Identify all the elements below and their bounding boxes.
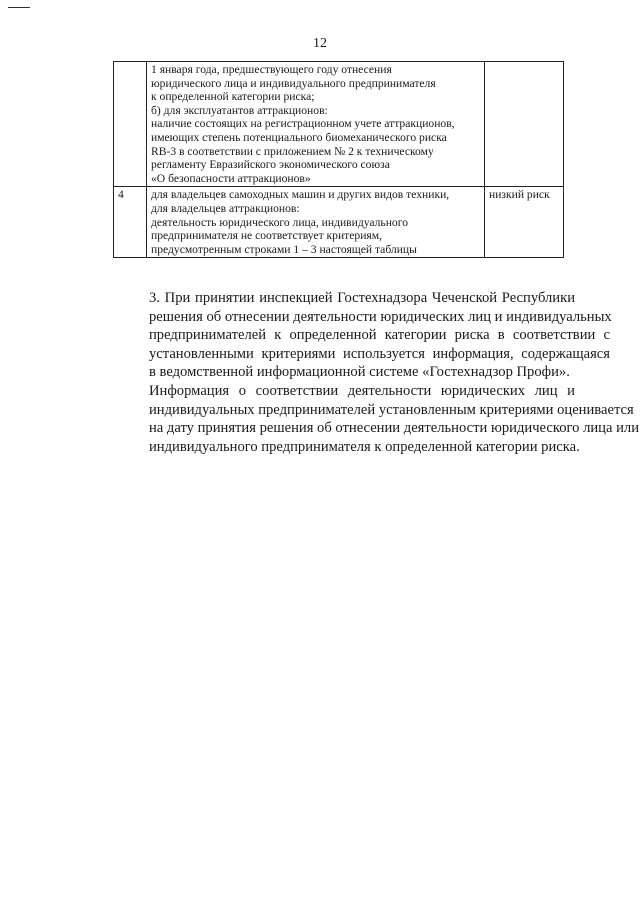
paragraph [114,382,640,456]
risk-category-cell: низкий риск [485,187,564,258]
criteria-line: наличие состоящих на регистрационном учете аттракционов, [151,117,455,131]
paragraph-line: индивидуальных предпринимателей установленным критериями оценивается [149,401,634,418]
criteria-line: 1 января года, предшествующего году отнесения [151,63,392,76]
table-row [114,62,564,187]
paragraph-line: 3. При принятии инспекцией Гостехнадзора Чеченской Республики [149,290,575,306]
criteria-cell [147,187,485,258]
criteria-line: «О безопасности аттракционов» [151,171,311,185]
criteria-line: предпринимателя не соответствует критериям, [151,229,382,243]
criteria-line: предусмотренным строками 1 – 3 настоящей таблицы [151,242,417,256]
table-row [114,187,564,258]
body-text [114,289,640,456]
paragraph-line: индивидуального предпринимателя к определенной категории риска. [149,438,580,455]
paragraph-line: установленными критериями используется информация, содержащаяся [149,345,610,362]
criteria-line: имеющих степень потенциального биомеханического риска [151,130,447,144]
criteria-line: для владельцев самоходных машин и других видов техники, [151,188,450,202]
row-number-cell [114,62,147,187]
criteria-line: для владельцев аттракционов: [151,201,300,215]
criteria-line: юридического лица и индивидуального предпринимателя [151,76,436,90]
paragraph-line: на дату принятия решения об отнесении деятельности юридического лица или [149,420,640,437]
criteria-cell [147,62,485,187]
criteria-line: RB-3 в соответствии с приложением № 2 к техническому [151,144,434,158]
paragraph-line: в ведомственной информационной системе «Гостехнадзор Профи». [149,364,570,381]
paragraph-line: Информация о соответствии деятельности юридических лиц и [149,382,575,399]
row-number-cell: 4 [114,187,147,258]
corner-mark [8,7,30,8]
paragraph-line: предпринимателей к определенной категории риска в соответствии с [149,327,610,344]
paragraph [114,289,610,382]
criteria-line: к определенной категории риска; [151,90,315,104]
criteria-line: б) для эксплуатантов аттракционов: [151,103,328,117]
risk-criteria-table [113,61,564,258]
risk-category-cell [485,62,564,187]
criteria-line: регламенту Евразийского экономического союза [151,158,390,172]
criteria-line: деятельность юридического лица, индивидуального [151,215,408,229]
page-number: 12 [313,36,327,51]
paragraph-line: решения об отнесении деятельности юридических лиц и индивидуальных [149,308,612,325]
